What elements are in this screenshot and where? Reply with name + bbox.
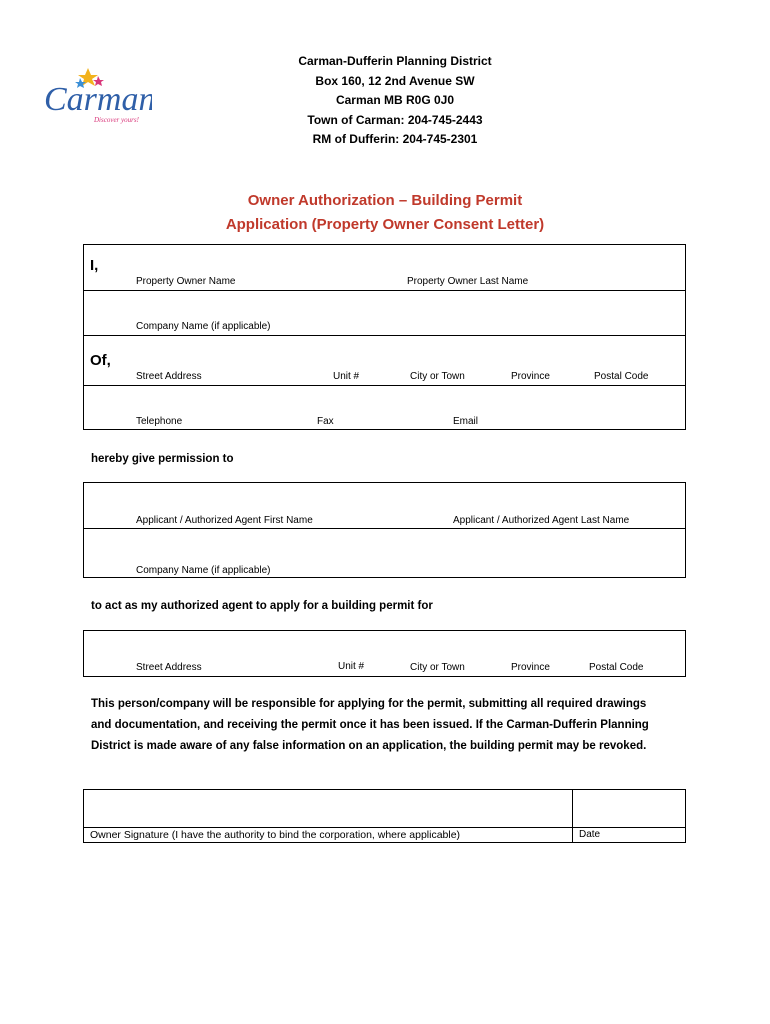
owner-section [83,244,686,430]
logo-tagline: Discover yours! [94,116,139,124]
of-label: Of, [90,352,111,369]
owner-postal-field[interactable]: Postal Code [594,371,649,382]
office-name: Carman-Dufferin Planning District [298,54,492,68]
signature-section [83,789,686,843]
owner-fax-field[interactable]: Fax [317,416,334,427]
owner-company-field[interactable]: Company Name (if applicable) [136,321,271,332]
act-text: to act as my authorized agent to apply for a building permit for [91,600,433,612]
carman-logo [42,64,152,130]
property-unit-field[interactable]: Unit # [338,661,365,672]
statement-line2: and documentation, and receiving the permit once it has been issued. If the Carman-Dufferin Planning [91,719,649,731]
office-address [245,52,545,150]
owner-city-field[interactable]: City or Town [410,371,465,382]
owner-signature-field[interactable]: Owner Signature (I have the authority to bind the corporation, where applicable) [90,829,461,841]
permission-text: hereby give permission to [91,453,234,465]
office-city: Carman MB R0G 0J0 [335,93,455,107]
statement-line1: This person/company will be responsible for applying for the permit, submitting all required drawings [91,698,647,710]
town-phone: Town of Carman: 204-745-2443 [307,112,483,127]
rm-phone: RM of Dufferin: 204-745-2301 [312,132,478,146]
agent-last-name-field[interactable]: Applicant / Authorized Agent Last Name [453,515,630,526]
owner-street-field[interactable]: Street Address [136,371,202,382]
owner-province-field[interactable]: Province [511,371,550,382]
agent-first-name-field[interactable]: Applicant / Authorized Agent First Name [136,515,313,526]
logo-wordmark: Carman [44,81,152,118]
property-province-field[interactable]: Province [511,662,550,673]
owner-unit-field[interactable]: Unit # [333,371,360,382]
office-box: Box 160, 12 2nd Avenue SW [315,73,475,88]
agent-company-field[interactable]: Company Name (if applicable) [136,565,271,576]
form-title-line2: Application (Property Owner Consent Letter) [225,216,545,233]
owner-last-name-field[interactable]: Property Owner Last Name [407,276,529,287]
i-label: I, [90,257,99,274]
statement-line3: District is made aware of any false information on an application, the building permit may be revoked. [91,740,647,752]
owner-first-name-field[interactable]: Property Owner Name [136,276,236,287]
responsibility-statement [91,694,691,757]
agent-section [83,482,686,578]
form-title-line1: Owner Authorization – Building Permit [247,192,523,209]
owner-email-field[interactable]: Email [453,416,479,427]
property-section [83,630,686,677]
owner-telephone-field[interactable]: Telephone [136,416,183,427]
date-field[interactable]: Date [579,829,601,840]
property-city-field[interactable]: City or Town [410,662,465,673]
property-street-field[interactable]: Street Address [136,662,202,673]
property-postal-field[interactable]: Postal Code [589,662,644,673]
